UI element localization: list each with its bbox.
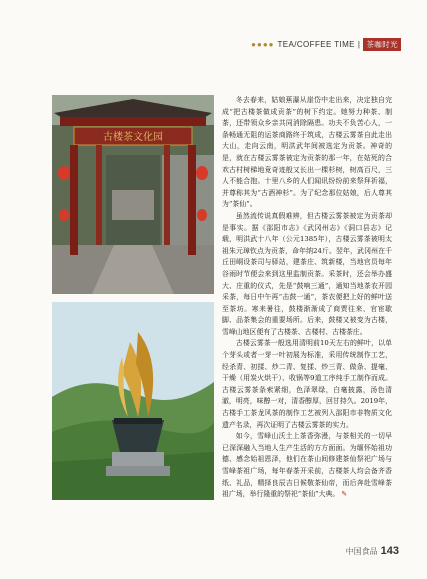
header-title: TEA/COFFEE TIME	[277, 40, 355, 49]
gate-illustration	[52, 95, 214, 294]
gate-photo	[52, 95, 214, 294]
lantern-icon	[197, 209, 207, 221]
header-section-label: 茶咖时光	[363, 38, 401, 51]
paragraph-4-text: 如今，雪峰山沃土上茶香弥漫，与茶相关的一切早已深深融入当地人生产生活的方方面面。为缅怀始祖功德、感念始祖恩泽，他们在茶山间修建茶仙祭祀广场与雪峰茶祖广场，每年春茶开采前，古楼茶人均会备齐香纸、礼品，精择良辰吉日候敬茶仙帝，而后奔赴雪峰茶祖广场，举行隆重的祭祀“茶仙”大典。	[222, 432, 392, 499]
end-of-article-icon: ✎	[341, 490, 348, 499]
tea-sculpture-photo	[52, 302, 214, 500]
paragraph-3: 古楼云雾茶一般选用清明前10天左右的鲜叶，以单个芽头或者一芽一叶初展为标准，采用传统制作工艺，经杀青、初揉、炒二青、复揉、炒三青、做条、提毫、干燥（用炭火烘干）、收锅等9道工序纯手工制作而成。古楼云雾茶条索紧细，色泽翠绿，白毫披露，汤色清澈，明亮，味醇一对，清香醇厚，回甘持久。2019年，古楼手工茶龙风茶的制作工艺被列入邵阳市非物质文化遗产名录，再次证明了古楼云雾茶的实力。	[222, 339, 392, 429]
page-number: 143	[380, 545, 399, 557]
lantern-icon	[59, 209, 69, 221]
lantern-icon	[196, 166, 208, 180]
publication-name: 中国食品	[345, 547, 378, 556]
article-body	[222, 95, 392, 535]
paragraph-4	[222, 431, 392, 501]
page-footer	[346, 545, 399, 557]
sculpture-illustration	[52, 302, 214, 500]
paragraph-2: 虽然流传说真假难辨，但古楼云雾茶被定为贡茶却是事实。据《邵阳市志》《武冈州志》《洞口县志》记载，明洪武十八年（公元1385年），古楼云雾茶被明太祖朱元璋钦点为贡茶，命年纳24斤。翌年，武冈州在千丘田峒设茶司与驿站，建茶庄、筑新楼，当地官员每年谷雨时节便会来到这里监制贡茶。采茶时，还会举办盛大、庄重的仪式，先是“鼓响三通”，通知当地茶农开园采茶，每日中午再“击鼓一通”，茶农便把上好的鲜叶送至茶坊。寒来暑往，鼓楼渐渐成了商贾往来、官宦歇脚、品茶集会的重要场所。后来，鼓楼又被变为古楼，雪峰山地区便有了古楼茶、古楼村、古楼茶庄。	[222, 211, 392, 336]
gate-sign-text: 古楼茶文化园	[103, 132, 163, 143]
lantern-icon	[58, 166, 70, 180]
running-header	[251, 38, 401, 51]
paragraph-1: 冬去春来，姑娘蕉瀑从崖岱中走出来，决定独自完成“把古楼茶做成贡茶”的树下约定。她努力种茶、制茶，还带领众乡亲共同消除隔患。功夫不负苦心人，一条畅通无阻的运茶商路终于筑成，古楼云雾茶自此走出大山，走向云南，明洪武年间被选定为贡茶。神奇的是，就在古楼云雾茶被定为贡茶的那一年，在姑死的合欢古村树梯地竟奇迹般又长出一棵杉树，树高百尺，三人不能合抱。十里八乡的人们闻讯纷纷前来祭拜祈福，并尊称其为“古酒神杉”。为了纪念那位姑娘，后人尊其为“茶仙”。	[222, 96, 392, 209]
header-divider: |	[357, 40, 361, 49]
header-dots: ●●●●	[251, 40, 275, 49]
